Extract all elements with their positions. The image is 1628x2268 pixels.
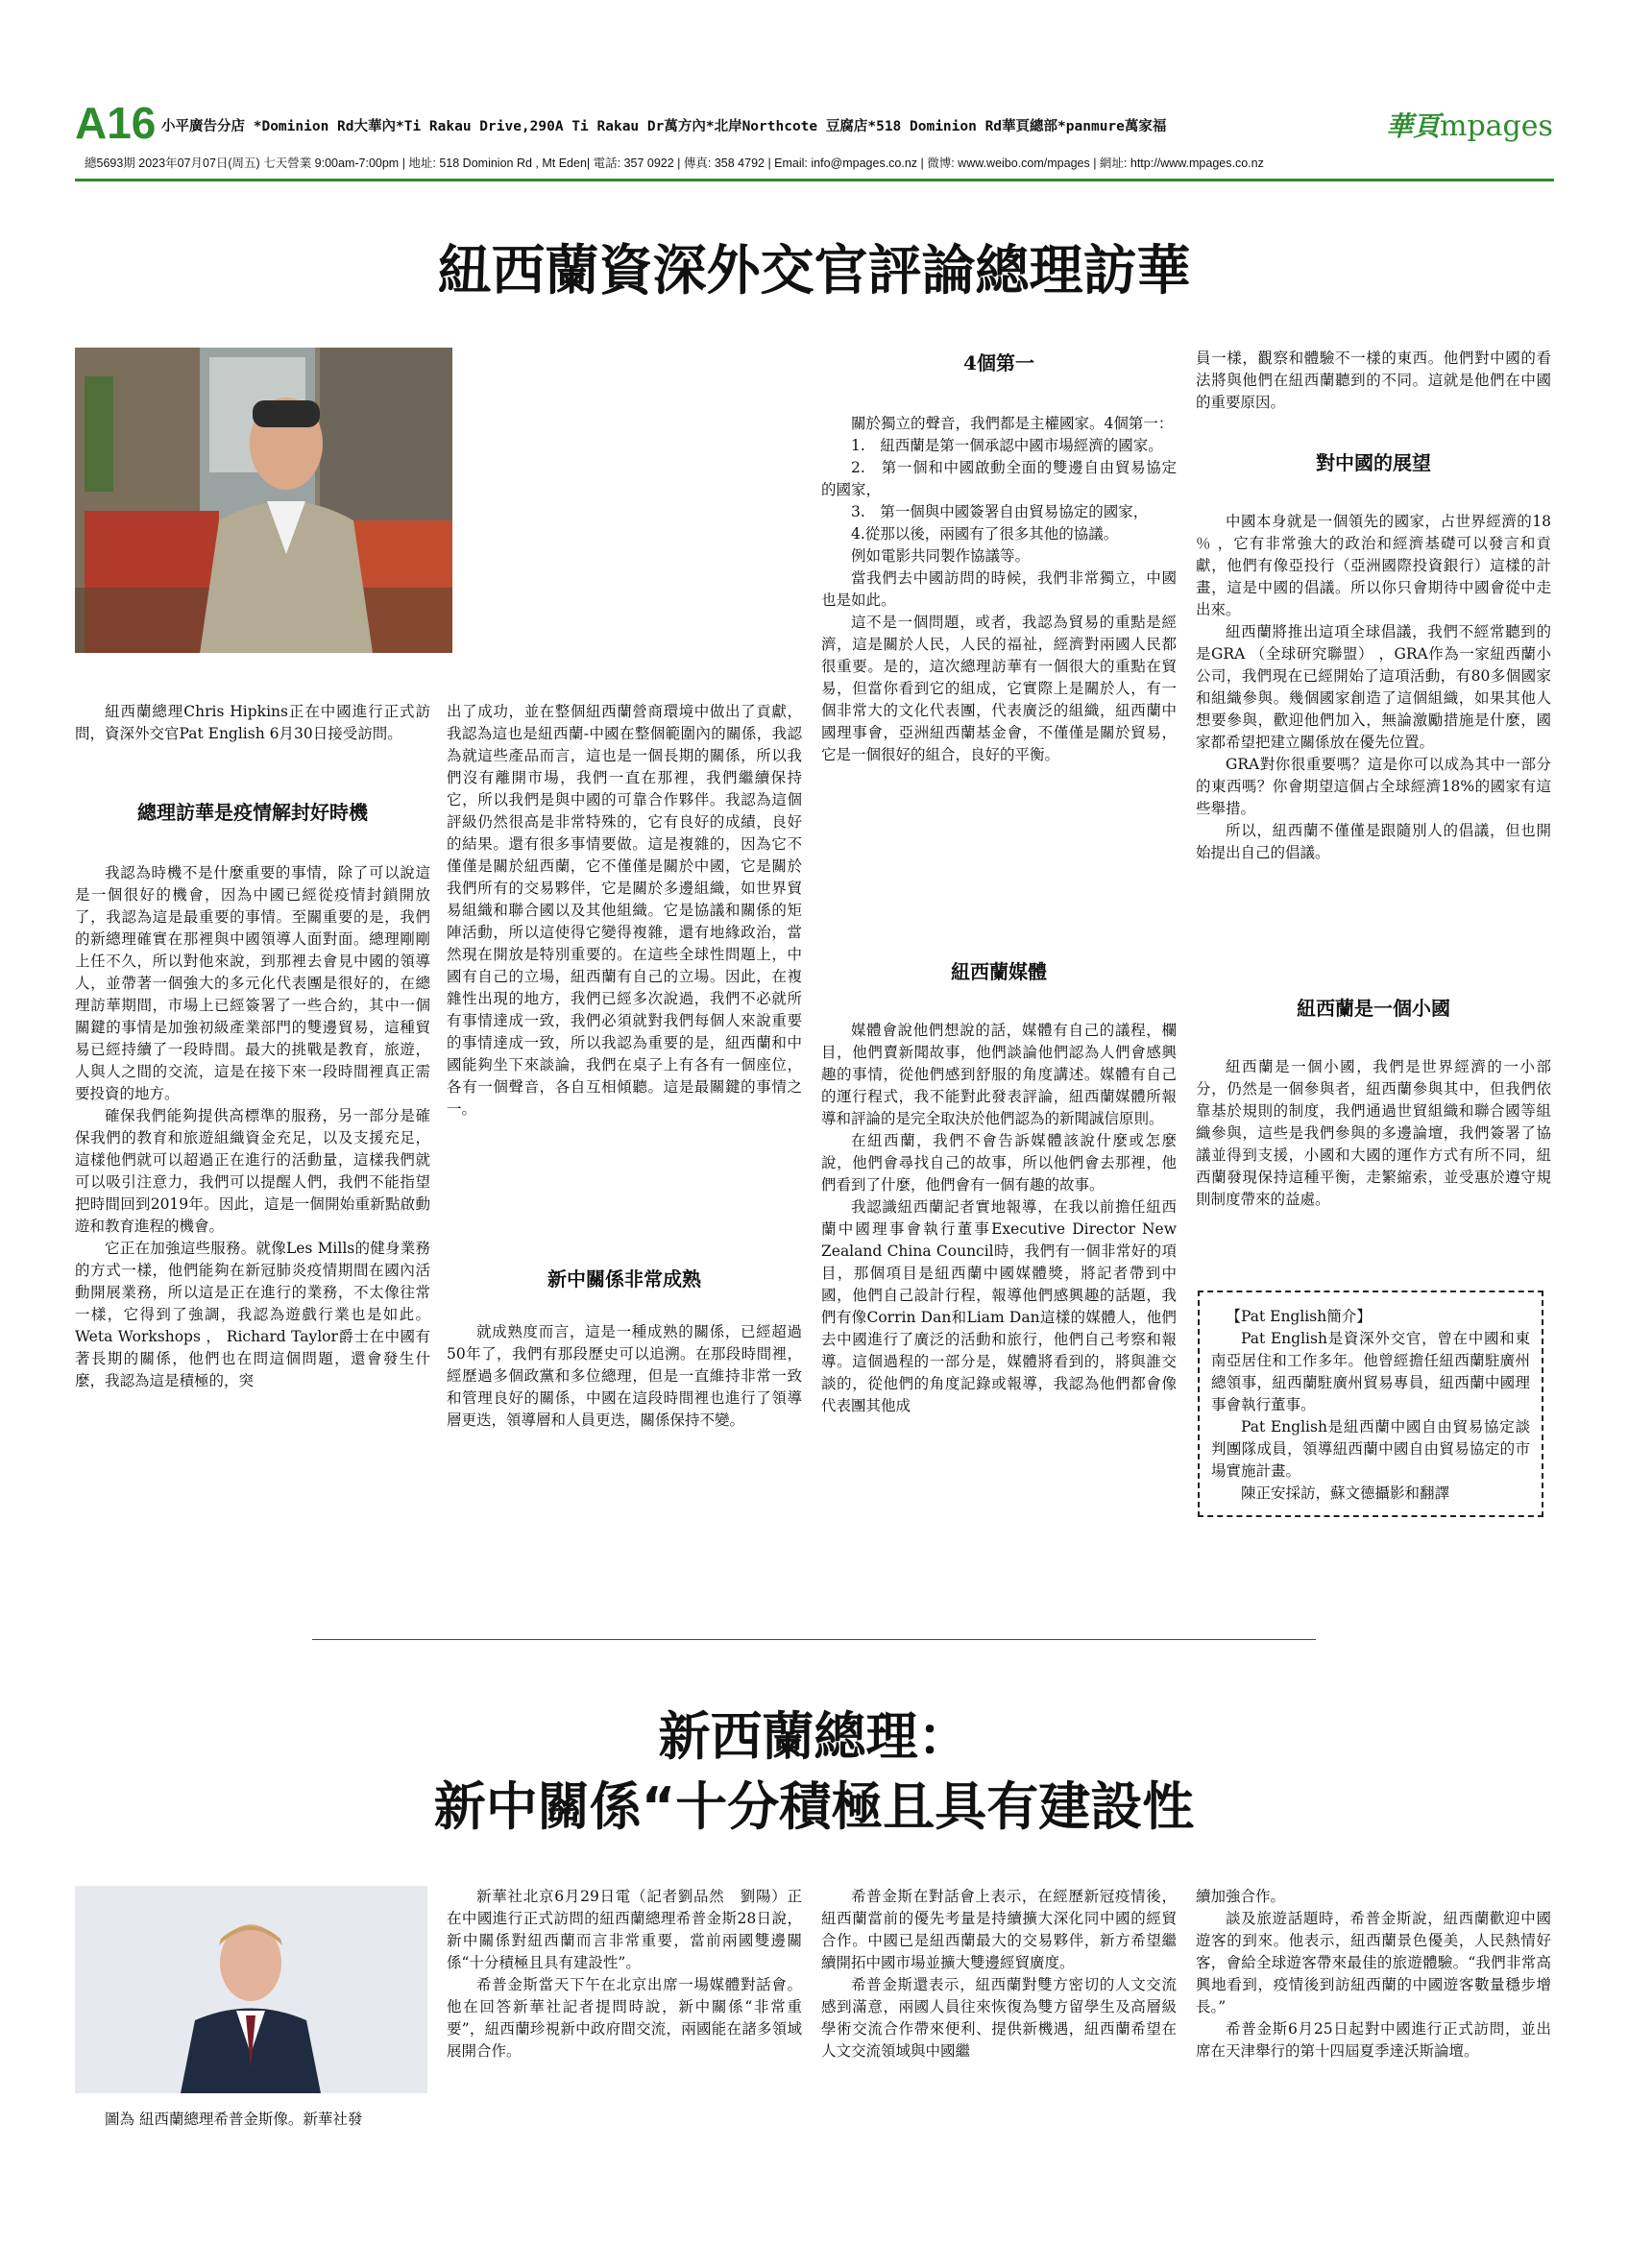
paragraph: 所以，紐西蘭不僅僅是跟隨別人的倡議，但也開始提出自己的倡議。 <box>1196 822 1551 861</box>
paragraph: 3. 第一個與中國簽署自由貿易協定的國家， <box>851 503 1149 520</box>
article1-col1-body <box>75 862 430 1510</box>
article2-headline-line1: 新西蘭總理： <box>658 1706 970 1767</box>
article1-col2-body <box>447 701 802 1248</box>
publication-logo <box>1386 106 1554 144</box>
paragraph: 就成熟度而言，這是一種成熟的關係，已經超過50年了，我們有那段歷史可以追溯。在那段時間裡，經歷過多個政黨和多位總理，但是一直維持非常一致和管理良好的關係，中國在這段時間裡也進行了領導層更迭，領導層和人員更迭，關係保持不變。 <box>447 1323 802 1429</box>
subheading: 紐西蘭是一個小國 <box>1297 997 1450 1020</box>
article-divider <box>312 1639 1316 1640</box>
paragraph: 2. 第一個和中國啟動全面的雙邊自由貿易協定的國家， <box>821 459 1177 498</box>
paragraph: 希普金斯還表示，紐西蘭對雙方密切的人文交流感到滿意，兩國人員往來恢復為雙方留學生及高層級學術交流合作帶來便利、提供新機遇，紐西蘭希望在人文交流領域與中國繼 <box>821 1976 1177 2060</box>
paragraph: 希普金斯在對話會上表示，在經歷新冠疫情後，紐西蘭當前的優先考量是持續擴大深化同中國的經貿合作。中國已是紐西蘭最大的交易夥伴，新方希望繼續開拓中國市場並擴大雙邊經貿廣度。 <box>821 1888 1177 1971</box>
pm-portrait-photo <box>75 1886 427 2093</box>
subheading: 紐西蘭媒體 <box>951 960 1047 983</box>
paragraph: 新華社北京6月29日電（記者劉品然 劉陽）正在中國進行正式訪問的紐西蘭總理希普金斯28日說，新中關係對紐西蘭而言非常重要，當前兩國雙邊關係“十分積極且具有建設性”。 <box>447 1888 802 1971</box>
article1-headline: 紐西蘭資深外交官評論總理訪華 <box>437 240 1191 302</box>
logo-en: mpages <box>1440 109 1553 143</box>
header-rule <box>75 179 1554 181</box>
paragraph: 員一樣，觀察和體驗不一樣的東西。他們對中國的看法將與他們在紐西蘭聽到的不同。這就是他們在中國的重要原因。 <box>1196 350 1551 411</box>
paragraph: 在紐西蘭，我們不會告訴媒體該說什麼或怎麼說，他們會尋找自己的故事，所以他們會去那裡，他們看到了什麼，他們會有一個有趣的故事。 <box>821 1132 1177 1194</box>
subheading: 新中關係非常成熟 <box>547 1267 701 1291</box>
byline: 陳正安採訪，蘇文德攝影和翻譯 <box>1241 1484 1450 1502</box>
page-number: A16 <box>75 98 157 148</box>
profile-box <box>1198 1291 1543 1517</box>
paragraph: 紐西蘭將推出這項全球倡議，我們不經常聽到的是GRA （全球研究聯盟） ，GRA作為一家紐西蘭小公司，我們現在已經開始了這項活動，有80多個國家和組織參與。幾個國家創造了這個組織，如果其他人想要參與，歡迎他們加入，無論激勵措施是什麼，國家都希望把建立關係放在優先位置。 <box>1196 623 1551 751</box>
paragraph: 希普金斯6月25日起對中國進行正式訪問，並出席在天津舉行的第十四屆夏季達沃斯論壇。 <box>1196 2020 1551 2060</box>
paragraph: 確保我們能夠提供高標準的服務，另一部分是確保我們的教育和旅遊組織資金充足，以及支援充足，這樣他們就可以超過正在進行的活動量，這樣我們就可以吸引注意力，我們可以提醒人們，我們不能指望把時間回到2019年。因此，這是一個開始重新點啟動遊和教育進程的機會。 <box>75 1107 430 1235</box>
paragraph: 1. 紐西蘭是第一個承認中國市場經濟的國家。 <box>851 437 1163 454</box>
paragraph: 媒體會說他們想說的話，媒體有自己的議程，欄目，他們賣新聞故事，他們談論他們認為人們會感興趣的事情，從他們感到舒服的角度講述。媒體有自己的運行程式，我不能對此發表評論，紐西蘭媒體所報導和評論的是完全取決於他們認為的新聞誠信原則。 <box>821 1022 1177 1127</box>
article2-col4-body <box>1196 1886 1551 2145</box>
paragraph: 我認識紐西蘭記者實地報導，在我以前擔任紐西蘭中國理事會執行董事Executive Director New Zealand China Council時，我們有一個非常好的項目，那個項目是紐西蘭中國媒體獎，將記者帶到中國，他們自己設計行程，報導他們感興趣的話題，我們有像Corrin Dan和Liam Dan這樣的媒體人，他們去中國進行了廣泛的活動和旅行，他們自己考察和報導。這個過程的一部分是，媒體將看到的，將與誰交談的，從他們的角度記錄或報導，我認為他們都會像代表團其他成 <box>821 1198 1177 1414</box>
article1-col1-sub <box>75 797 430 825</box>
article1-col3b-body <box>821 1020 1177 1538</box>
article1-col3-body <box>821 413 1177 939</box>
paragraph: 談及旅遊話題時，希普金斯說，紐西蘭歡迎中國遊客的到來。他表示，紐西蘭景色優美，人民熱情好客，會給全球遊客帶來最佳的旅遊體驗。“我們非常高興地看到，疫情後到訪紐西蘭的中國遊客數量穩步增長。” <box>1196 1910 1551 2015</box>
masthead <box>75 96 1554 182</box>
paragraph: Pat English是紐西蘭中國自由貿易協定談判團隊成員，領導紐西蘭中國自由貿易協定的市場實施計畫。 <box>1211 1418 1530 1480</box>
article1-col3-sub2 <box>821 956 1177 984</box>
subheading: 4個第一 <box>963 351 1034 374</box>
article1-col4-body <box>1196 348 1551 417</box>
article2-caption: 圖為 紐西蘭總理希普金斯像。新華社發 <box>105 2111 363 2128</box>
paragraph: 這不是一個問題，或者，我認為貿易的重點是經濟，這是關於人民，人民的福祉，經濟對兩國人民都很重要。是的，這次總理訪華有一個很大的重點在貿易，但當你看到它的組成，它實際上是關於人，有一個非常大的文化代表團，代表廣泛的組織，紐西蘭中國理事會，亞洲紐西蘭基金會，不僅僅是關於貿易，它是一個很好的組合，良好的平衡。 <box>821 614 1177 763</box>
logo-cn: 華頁 <box>1386 110 1441 142</box>
subheading: 總理訪華是疫情解封好時機 <box>137 801 368 824</box>
paragraph: Pat English是資深外交官，曾在中國和東南亞居住和工作多年。他曾經擔任紐西蘭駐廣州總領事，紐西蘭駐廣州貿易專員，紐西蘭中國理事會執行董事。 <box>1211 1330 1530 1413</box>
paragraph: 關於獨立的聲音，我們都是主權國家。4個第一： <box>851 415 1174 432</box>
paragraph: 我認為時機不是什麼重要的事情，除了可以說這是一個很好的機會，因為中國已經從疫情封鎖開放了，我認為這是最重要的事情。至關重要的是，我們的新總理確實在那裡與中國領導人面對面。總理剛剛上任不久，所以對他來說，到那裡去會見中國的領導人，並帶著一個強大的多元化代表團是很好的，在總理訪華期間，市場上已經簽署了一些合約，其中一個關鍵的事情是加強初級產業部門的雙邊貿易，這種貿易已經持續了一段時間。最大的挑戰是教育，旅遊，人與人之間的交流，這是在接下來一段時間裡真正需要投資的地方。 <box>75 864 430 1102</box>
paragraph: 中國本身就是一個領先的國家，占世界經濟的18 ％ ，它有非常強大的政治和經濟基礎可以發言和貢獻，他們有像亞投行（亞洲國際投資銀行）這樣的計畫，這是中國的倡議。所以你只會期待中國會從中走出來。 <box>1196 513 1551 618</box>
article1-col4c-body <box>1196 1056 1551 1279</box>
paragraph: 它正在加強這些服務。就像Les Mills的健身業務的方式一樣，他們能夠在新冠肺炎疫情期間在國內活動開展業務，所以這是正在進行的業務，不太像往常一樣，它得到了強調，我認為遊戲行業也是如此。Weta Workshops ， Richard Taylor爵士在中國有著長期的關係，他們也在問這個問題，還會發生什麼，我認為這是積極的，突 <box>75 1240 430 1389</box>
paragraph: 當我們去中國訪問的時候，我們非常獨立，中國也是如此。 <box>821 569 1177 609</box>
article1-col4-sub2 <box>1196 993 1551 1021</box>
paragraph: 出了成功，並在整個紐西蘭營商環境中做出了貢獻，我認為這也是紐西蘭-中國在整個範圍內的關係，我認為就這些產品而言，這也是一個長期的關係，所以我們沒有離開市場，我們一直在那裡，我們繼續保持它，所以我們是與中國的可靠合作夥伴。我認為這個評級仍然很高是非常特殊的，它有良好的成績，良好的結果。還有很多事情要做。這是複雜的，因為它不僅僅是關於紐西蘭，它不僅僅是關於中國，它是關於我們所有的交易夥伴，它是關於多邊組織，如世界貿易組織和聯合國以及其他組織。它是協議和關係的矩陣活動，所以這使得它變得複雜，還有地緣政治，當然現在開放是特別重要的。在這些全球性問題上，中國有自己的立場，紐西蘭有自己的立場。因此，在複雜性出現的地方，我們已經多次說過，我們不必就所有事情達成一致，我們必須就對我們每個人來說重要的事情達成一致，所以我認為重要的是，紐西蘭和中國能夠坐下來談論，我們在桌子上有各有一個座位，各有一個聲音，各自互相傾聽。這是最關鍵的事情之一。 <box>447 703 802 1118</box>
paragraph: 紐西蘭是一個小國，我們是世界經濟的一小部分，仍然是一個參與者，紐西蘭參與其中，但我們依靠基於規則的制度，我們通過世貿組織和聯合國等組織參與，這些是我們參與的多邊論壇，我們簽署了協議並得到支援，小國和大國的運作方式有所不同，紐西蘭發現保持這種平衡，走繁縮索，並受惠於遵守規則制度帶來的益處。 <box>1196 1058 1551 1208</box>
article1-col2b-body <box>447 1321 802 1513</box>
article2-col2-body <box>447 1886 802 2145</box>
interview-photo-image <box>75 348 452 653</box>
branch-addresses: 小平廣告分店 *Dominion Rd大華內*Ti Rakau Drive,290A Ti Rakau Dr萬方內*北岸Northcote 豆腐店*518 Dominion Rd華頁總部*panmure萬家福 <box>161 119 1167 134</box>
article1-col2-sub <box>447 1264 802 1291</box>
subheading: 對中國的展望 <box>1316 451 1431 474</box>
paragraph: 續加強合作。 <box>1196 1888 1286 1905</box>
article1-col3-sub <box>821 348 1177 375</box>
paragraph: 4.從那以後，兩國有了很多其他的協議。 <box>851 525 1119 543</box>
interview-photo <box>75 348 452 653</box>
article2-col3-body <box>821 1886 1177 2145</box>
pm-portrait-image <box>75 1886 427 2093</box>
article1-col4b-body <box>1196 511 1551 972</box>
issue-info: 總5693期 2023年07月07日(周五) 七天營業 9:00am-7:00pm | 地址: 518 Dominion Rd , Mt Eden| 電話: 357 0922 | 傳真: 358 4792 | Email: info@mpages.co.nz | 微博: www.weibo.com/mpages | 網址: http://www.mpages.co.nz <box>85 157 1264 170</box>
article2-headline-line2: 新中關係“十分積極且具有建設性 <box>433 1776 1195 1837</box>
article1-caption: 紐西蘭總理Chris Hipkins正在中國進行正式訪問，資深外交官Pat English 6月30日接受訪問。 <box>75 703 430 742</box>
article1-col4-sub <box>1196 447 1551 475</box>
paragraph: 希普金斯當天下午在北京出席一場媒體對話會。他在回答新華社記者提問時說，新中關係“非常重要”，紐西蘭珍視新中政府間交流，兩國能在諸多領域展開合作。 <box>447 1976 802 2060</box>
paragraph: GRA對你很重要嗎？這是你可以成為其中一部分的東西嗎？你會期望這個占全球經濟18%的國家有這些舉措。 <box>1196 756 1551 817</box>
paragraph: 例如電影共同製作協議等。 <box>851 547 1031 565</box>
profile-box-title: 【Pat English簡介】 <box>1226 1308 1372 1325</box>
